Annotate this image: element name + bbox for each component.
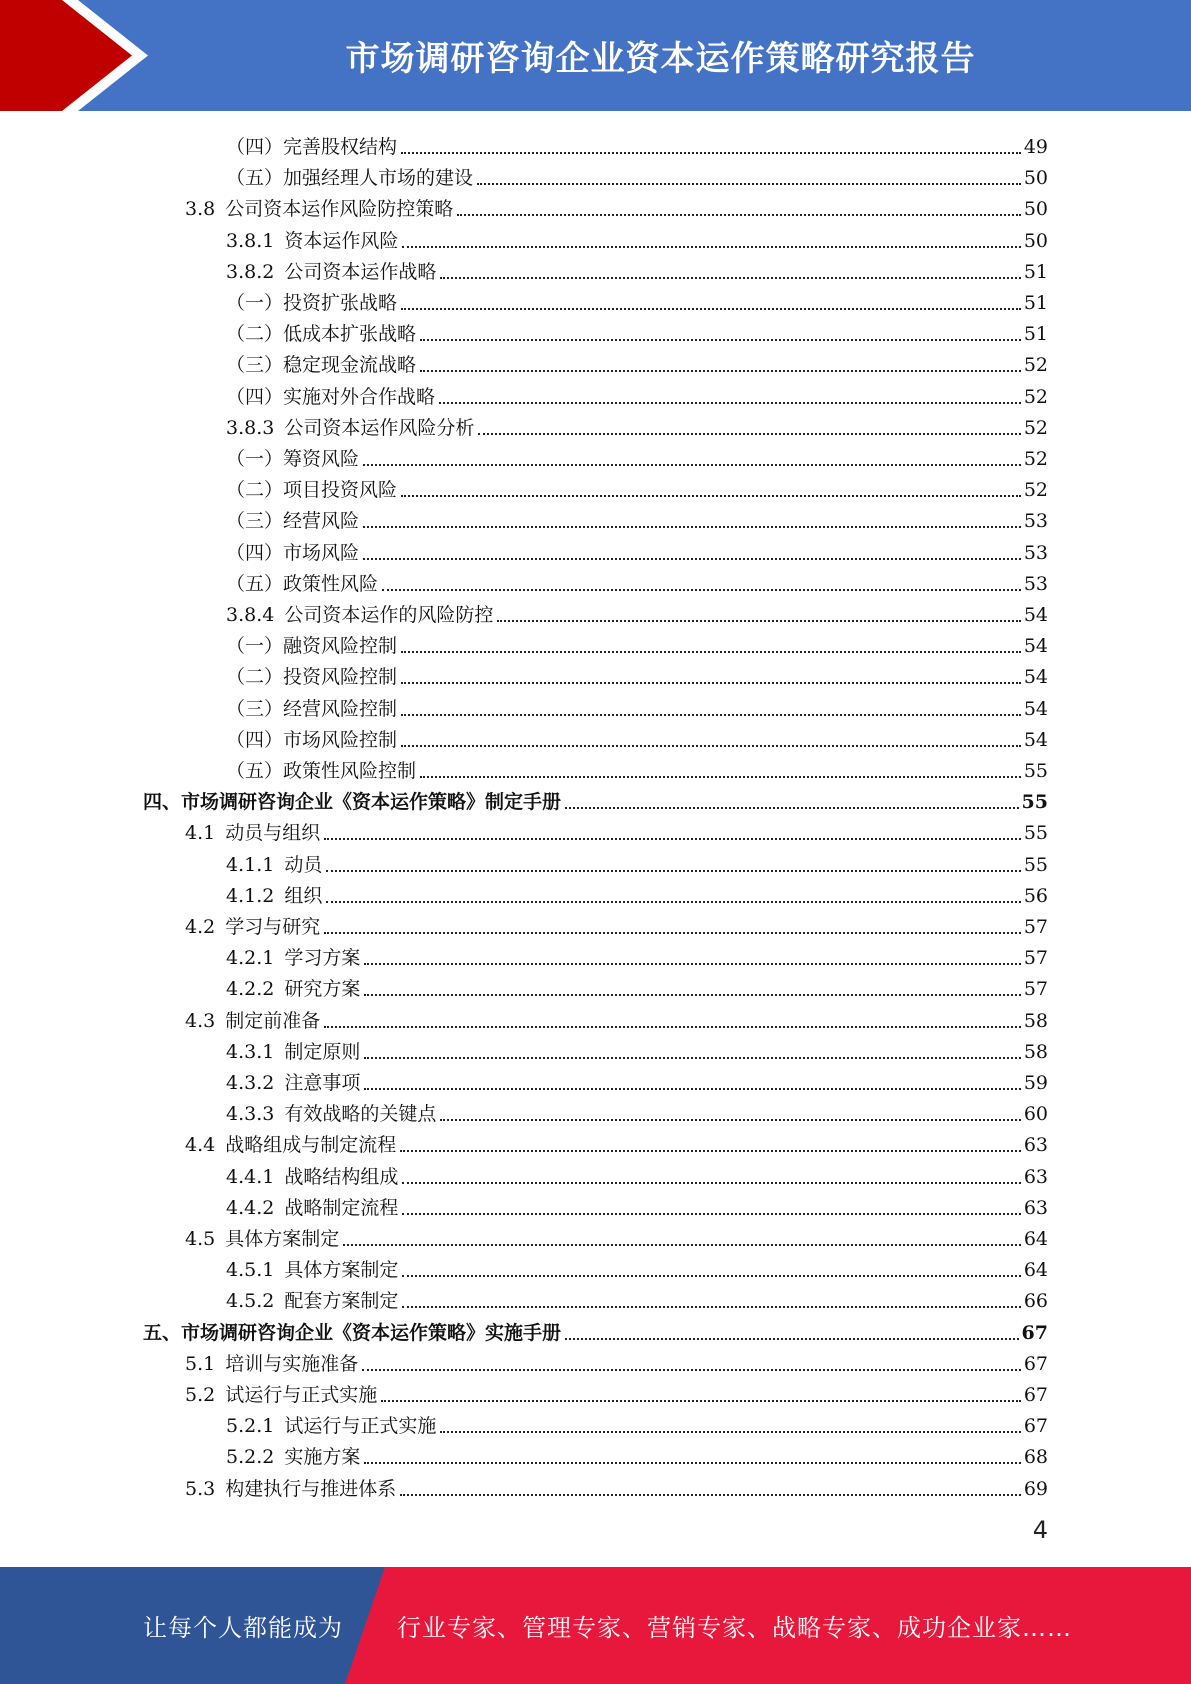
toc-entry-label: 组织: [284, 884, 323, 907]
toc-entry-label: （二）投资风险控制: [226, 666, 398, 689]
toc-entry-label: 公司资本运作风险分析: [284, 416, 475, 439]
page-footer: [0, 1567, 1191, 1684]
toc-entry-page: 54: [1023, 728, 1048, 751]
toc-entry[interactable]: [226, 159, 1048, 190]
toc-dot-leader: [343, 1244, 1021, 1246]
toc-entry-number: 4.1.1: [226, 853, 275, 876]
toc-entry-label: （二）低成本扩张战略: [226, 323, 417, 346]
toc-entry-page: 55: [1023, 760, 1048, 782]
toc-entry-number: 3.8.3: [226, 416, 275, 439]
toc-dot-leader: [400, 1150, 1021, 1152]
toc-entry-page: 67: [1021, 1321, 1048, 1344]
toc-entry[interactable]: [226, 1095, 1048, 1126]
toc-entry-label: （四）实施对外合作战略: [226, 385, 436, 408]
toc-entry-page: 52: [1023, 479, 1048, 502]
toc-entry-number: 4.2.2: [226, 978, 275, 1001]
toc-dot-leader: [400, 1494, 1021, 1496]
toc-entry-number: 4.5.1: [226, 1259, 275, 1282]
toc-entry[interactable]: [185, 190, 1048, 221]
toc-entry-page: 53: [1023, 510, 1048, 533]
toc-entry-number: 5.1: [185, 1352, 216, 1375]
toc-dot-leader: [324, 838, 1021, 840]
toc-entry[interactable]: [226, 752, 1048, 783]
toc-entry[interactable]: [226, 378, 1048, 409]
toc-dot-leader: [364, 1088, 1020, 1090]
toc-entry-page: 52: [1023, 448, 1048, 470]
toc-entry-number: 3.8.4: [226, 604, 275, 626]
toc-entry[interactable]: [185, 1376, 1048, 1407]
toc-entry-number: 3.8: [185, 198, 216, 221]
toc-entry-number: 3.8.1: [226, 229, 275, 252]
toc-dot-leader: [364, 994, 1020, 996]
toc-entry-number: 5.2: [185, 1384, 216, 1406]
toc-dot-leader: [402, 1182, 1020, 1184]
toc-dot-leader: [420, 776, 1021, 778]
toc-entry-page: 57: [1023, 916, 1048, 938]
toc-entry-page: 54: [1023, 604, 1048, 626]
toc-entry[interactable]: [185, 1220, 1048, 1251]
toc-dot-leader: [439, 402, 1021, 404]
toc-entry-label: 战略制定流程: [284, 1196, 399, 1219]
report-title: 市场调研咨询企业资本运作策略研究报告: [345, 39, 976, 79]
toc-entry[interactable]: [226, 1407, 1048, 1438]
toc-dot-leader: [420, 370, 1021, 372]
toc-entry-page: 56: [1023, 884, 1048, 907]
toc-dot-leader: [326, 870, 1020, 872]
toc-dot-leader: [565, 1338, 1019, 1340]
toc-entry[interactable]: [226, 222, 1048, 253]
toc-entry-page: 54: [1023, 697, 1048, 720]
toc-entry[interactable]: [226, 534, 1048, 565]
toc-entry-page: 52: [1023, 385, 1048, 408]
toc-dot-leader: [477, 183, 1021, 185]
toc-entry-label: 四、市场调研咨询企业《资本运作策略》制定手册: [143, 791, 562, 814]
toc-entry[interactable]: [226, 1033, 1048, 1064]
toc-dot-leader: [363, 558, 1021, 560]
toc-dot-leader: [440, 277, 1020, 279]
toc-entry-label: 公司资本运作的风险防控: [284, 604, 494, 626]
toc-entry[interactable]: [226, 627, 1048, 658]
toc-entry-label: （三）稳定现金流战略: [226, 354, 417, 377]
toc-entry-label: （四）市场风险控制: [226, 728, 398, 751]
toc-dot-leader: [440, 1431, 1020, 1433]
toc-entry[interactable]: [226, 502, 1048, 533]
toc-entry-label: （一）融资风险控制: [226, 635, 398, 658]
toc-entry[interactable]: [185, 908, 1048, 939]
toc-entry-label: 公司资本运作风险防控策略: [225, 198, 454, 221]
toc-entry-page: 55: [1021, 791, 1048, 814]
toc-entry[interactable]: [143, 1314, 1048, 1345]
toc-entry-page: 67: [1023, 1384, 1048, 1406]
toc-dot-leader: [440, 1119, 1020, 1121]
toc-entry-page: 63: [1023, 1134, 1048, 1157]
toc-entry-label: 实施方案: [284, 1446, 361, 1469]
toc-entry[interactable]: [226, 284, 1048, 315]
toc-entry-page: 49: [1023, 136, 1048, 158]
toc-entry-page: 53: [1023, 572, 1048, 595]
toc-entry-number: 3.8.2: [226, 260, 275, 283]
toc-entry-page: 67: [1023, 1415, 1048, 1438]
toc-entry-label: 学习方案: [284, 947, 361, 970]
toc-dot-leader: [401, 714, 1021, 716]
toc-entry-label: 资本运作风险: [284, 229, 399, 252]
toc-entry-page: 67: [1023, 1352, 1048, 1375]
toc-dot-leader: [401, 651, 1021, 653]
toc-dot-leader: [362, 1369, 1021, 1371]
toc-entry[interactable]: [226, 596, 1048, 627]
toc-entry-page: 50: [1023, 229, 1048, 252]
toc-entry[interactable]: [185, 1470, 1048, 1501]
toc-entry-label: 动员与组织: [225, 822, 321, 845]
toc-entry[interactable]: [185, 1002, 1048, 1033]
toc-dot-leader: [402, 246, 1020, 248]
toc-entry[interactable]: [226, 846, 1048, 877]
toc-dot-leader: [401, 495, 1021, 497]
toc-entry-number: 5.2.2: [226, 1446, 275, 1469]
toc-entry-page: 51: [1023, 260, 1048, 283]
toc-entry-number: 4.5.2: [226, 1290, 275, 1313]
toc-dot-leader: [326, 901, 1020, 903]
footer-slogan-left: 让每个人都能成为: [143, 1614, 343, 1642]
toc-dot-leader: [382, 589, 1021, 591]
toc-entry-page: 57: [1023, 947, 1048, 970]
toc-entry-page: 50: [1023, 198, 1048, 221]
page-number: 4: [1032, 1516, 1048, 1544]
toc-entry-number: 4.4.2: [226, 1196, 275, 1219]
toc-dot-leader: [401, 682, 1021, 684]
toc-entry-label: 培训与实施准备: [225, 1352, 359, 1375]
toc-entry-page: 52: [1023, 416, 1048, 439]
toc-dot-leader: [565, 807, 1019, 809]
toc-entry-page: 54: [1023, 666, 1048, 689]
toc-entry[interactable]: [185, 1126, 1048, 1157]
toc-entry-page: 66: [1023, 1290, 1048, 1313]
toc-entry-page: 59: [1023, 1072, 1048, 1094]
toc-entry-number: 5.2.1: [226, 1415, 275, 1438]
toc-entry[interactable]: [226, 253, 1048, 284]
toc-entry-label: 学习与研究: [225, 916, 321, 938]
toc-entry-label: 战略结构组成: [284, 1165, 399, 1188]
toc-entry-number: 4.3: [185, 1009, 216, 1032]
toc-dot-leader: [457, 214, 1021, 216]
toc-dot-leader: [402, 1306, 1020, 1308]
toc-entry-page: 51: [1023, 292, 1048, 314]
toc-entry-label: （四）市场风险: [226, 541, 360, 564]
toc-entry-label: 试运行与正式实施: [284, 1415, 437, 1438]
toc-entry-label: 试运行与正式实施: [225, 1384, 378, 1406]
toc-entry-label: （一）筹资风险: [226, 448, 360, 470]
toc-entry[interactable]: [226, 565, 1048, 596]
toc-entry-label: （一）投资扩张战略: [226, 292, 398, 314]
toc-dot-leader: [402, 1275, 1020, 1277]
toc-entry[interactable]: [226, 1189, 1048, 1220]
page-header: [0, 0, 1191, 111]
toc-entry-label: 研究方案: [284, 978, 361, 1001]
toc-entry-label: 具体方案制定: [225, 1228, 340, 1250]
toc-entry-page: 69: [1023, 1477, 1048, 1500]
footer-slogan-right: 行业专家、管理专家、营销专家、战略专家、成功企业家……: [397, 1614, 1072, 1642]
toc-entry-label: 战略组成与制定流程: [225, 1134, 397, 1157]
toc-entry-label: （五）加强经理人市场的建设: [226, 167, 474, 190]
toc-entry-label: 五、市场调研咨询企业《资本运作策略》实施手册: [143, 1321, 562, 1344]
toc-entry-number: 4.3.3: [226, 1103, 275, 1126]
toc-entry[interactable]: [226, 721, 1048, 752]
toc-entry-page: 53: [1023, 541, 1048, 564]
toc-entry-page: 60: [1023, 1103, 1048, 1126]
toc-entry-number: 4.5: [185, 1228, 216, 1250]
toc-entry-page: 55: [1023, 822, 1048, 845]
toc-entry-label: （二）项目投资风险: [226, 479, 398, 502]
toc-entry-page: 64: [1023, 1228, 1048, 1250]
toc-dot-leader: [363, 526, 1021, 528]
toc-dot-leader: [402, 1213, 1020, 1215]
toc-dot-leader: [401, 308, 1021, 310]
toc-entry-number: 4.2: [185, 916, 216, 938]
toc-dot-leader: [364, 1057, 1020, 1059]
toc-entry[interactable]: [226, 1438, 1048, 1469]
toc-entry-number: 4.3.2: [226, 1072, 275, 1094]
toc-entry-page: 51: [1023, 323, 1048, 346]
toc-entry-label: 构建执行与推进体系: [225, 1477, 397, 1500]
toc-entry[interactable]: [226, 346, 1048, 377]
toc-entry-number: 4.1.2: [226, 884, 275, 907]
toc-entry[interactable]: [185, 814, 1048, 845]
toc-entry-page: 57: [1023, 978, 1048, 1001]
toc-entry-page: 58: [1023, 1009, 1048, 1032]
toc-entry[interactable]: [226, 970, 1048, 1001]
toc-entry-page: 64: [1023, 1259, 1048, 1282]
toc-entry-label: 动员: [284, 853, 323, 876]
toc-entry-label: （三）经营风险: [226, 510, 360, 533]
toc-dot-leader: [401, 745, 1021, 747]
toc-entry-label: 配套方案制定: [284, 1290, 399, 1313]
toc-entry[interactable]: [226, 1282, 1048, 1313]
toc-entry-number: 5.3: [185, 1477, 216, 1500]
toc-dot-leader: [420, 339, 1021, 341]
toc-entry-number: 4.4.1: [226, 1165, 275, 1188]
toc-entry[interactable]: [226, 658, 1048, 689]
toc-entry-label: 制定前准备: [225, 1009, 321, 1032]
toc-entry-label: （五）政策性风险: [226, 572, 379, 595]
toc-entry[interactable]: [226, 690, 1048, 721]
toc-entry-label: （五）政策性风险控制: [226, 760, 417, 782]
toc-dot-leader: [364, 1462, 1020, 1464]
toc-entry-number: 4.4: [185, 1134, 216, 1157]
toc-entry[interactable]: [226, 939, 1048, 970]
toc-entry-number: 4.2.1: [226, 947, 275, 970]
toc-dot-leader: [324, 1026, 1021, 1028]
toc-entry-label: （三）经营风险控制: [226, 697, 398, 720]
toc-entry-label: 有效战略的关键点: [284, 1103, 437, 1126]
toc-entry[interactable]: [226, 1251, 1048, 1282]
toc-entry-page: 54: [1023, 635, 1048, 658]
toc-entry-number: 4.1: [185, 822, 216, 845]
toc-dot-leader: [364, 963, 1020, 965]
toc-entry-label: 公司资本运作战略: [284, 260, 437, 283]
toc-entry[interactable]: [185, 1345, 1048, 1376]
toc-entry-page: 63: [1023, 1196, 1048, 1219]
toc-entry[interactable]: [226, 471, 1048, 502]
toc-entry-label: 制定原则: [284, 1040, 361, 1063]
toc-dot-leader: [401, 152, 1021, 154]
toc-entry-page: 55: [1023, 853, 1048, 876]
toc-entry-page: 52: [1023, 354, 1048, 377]
toc-entry-label: （四）完善股权结构: [226, 136, 398, 158]
toc-dot-leader: [497, 620, 1020, 622]
toc-entry[interactable]: [143, 783, 1048, 814]
toc-entry-page: 58: [1023, 1040, 1048, 1063]
toc-entry-label: 具体方案制定: [284, 1259, 399, 1282]
toc-dot-leader: [478, 433, 1020, 435]
toc-entry-label: 注意事项: [284, 1072, 361, 1094]
toc-entry[interactable]: [226, 315, 1048, 346]
toc-entry[interactable]: [226, 1158, 1048, 1189]
toc-entry[interactable]: [226, 128, 1048, 159]
toc-dot-leader: [363, 464, 1021, 466]
toc-entry-page: 68: [1023, 1446, 1048, 1469]
toc-dot-leader: [324, 932, 1021, 934]
red-chevron-decoration: [0, 0, 150, 111]
toc-entry[interactable]: [226, 409, 1048, 440]
toc-entry[interactable]: [226, 440, 1048, 471]
toc-entry-page: 63: [1023, 1165, 1048, 1188]
toc-entry-page: 50: [1023, 167, 1048, 190]
toc-entry-number: 4.3.1: [226, 1040, 275, 1063]
toc-entry[interactable]: [226, 1064, 1048, 1095]
toc-dot-leader: [381, 1400, 1021, 1402]
toc-entry[interactable]: [226, 877, 1048, 908]
